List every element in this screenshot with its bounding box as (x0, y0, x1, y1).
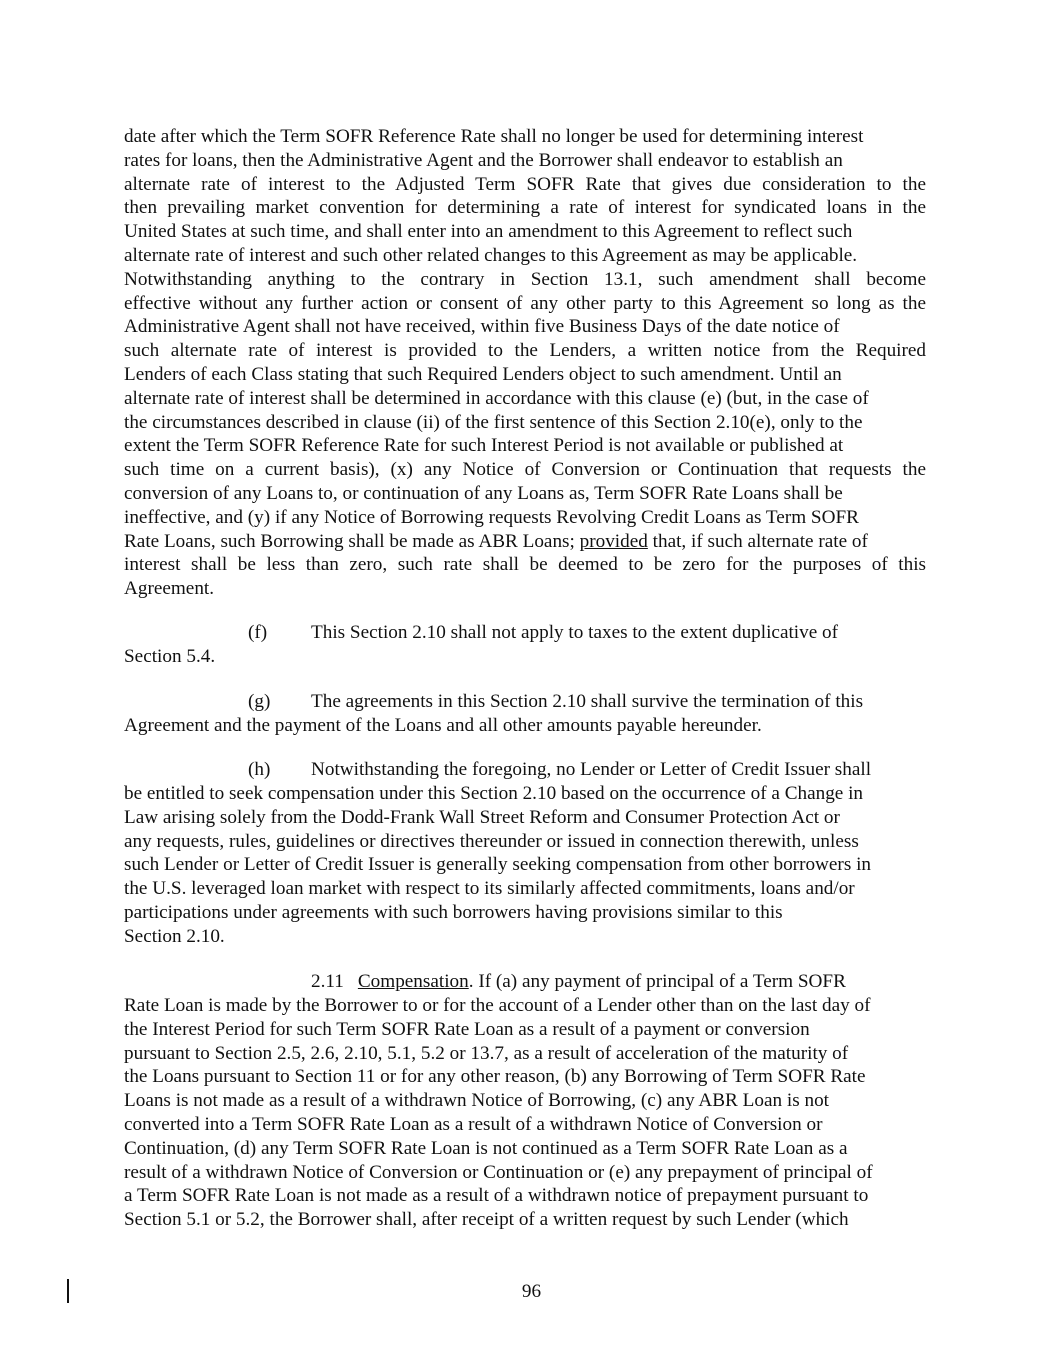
paragraph-e-line: then prevailing market convention for determining a rate of interest for syndicated loans in the (124, 197, 926, 219)
clause-h-line: Section 2.10. (124, 925, 225, 947)
section-2-11-line: a Term SOFR Rate Loan is not made as a result of a withdrawn notice of prepayment pursuant to (124, 1185, 869, 1207)
text-segment: that, if such alternate rate of (647, 530, 868, 552)
paragraph-e-line: United States at such time, and shall enter into an amendment to this Agreement to reflect such (124, 221, 853, 243)
clause-f-line: Section 5.4. (124, 646, 216, 667)
paragraph-e-line (124, 530, 926, 554)
paragraph-e-line: Administrative Agent shall not have received, within five Business Days of the date notice of (124, 316, 840, 338)
clause-h-line: such Lender or Letter of Credit Issuer is generally seeking compensation from other borrowers in (124, 854, 872, 876)
clause-f-label: (f) (248, 622, 268, 643)
clause-h-line: the U.S. leveraged loan market with respect to its similarly affected commitments, loans and/or (124, 878, 855, 900)
paragraph-e-line: alternate rate of interest to the Adjusted Term SOFR Rate that gives due consideration to the (124, 173, 926, 195)
clause-h-line: Law arising solely from the Dodd-Frank Wall Street Reform and Consumer Protection Act or (124, 806, 840, 828)
section-2-11-line: Section 5.1 or 5.2, the Borrower shall, after receipt of a written request by such Lender (which (124, 1209, 849, 1231)
section-2-11-line: Loans is not made as a result of a withdrawn Notice of Borrowing, (c) any ABR Loan is not (124, 1090, 829, 1112)
emphasis-text: provided (579, 530, 648, 552)
change-bar (67, 1279, 69, 1303)
paragraph-e-line: interest shall be less than zero, such rate shall be deemed to be zero for the purposes of this (124, 554, 926, 576)
paragraph-e-line: conversion of any Loans to, or continuation of any Loans as, Term SOFR Rate Loans shall be (124, 483, 843, 504)
clause-f-first-line: This Section 2.10 shall not apply to taxes to the extent duplicative of (311, 622, 839, 643)
clause-h-first-line: Notwithstanding the foregoing, no Lender or Letter of Credit Issuer shall (311, 759, 872, 780)
text-segment: Rate Loans, such Borrowing shall be made as ABR Loans; (124, 530, 580, 552)
paragraph-e-line: such time on a current basis), (x) any Notice of Conversion or Continuation that requests the (124, 459, 926, 481)
paragraph-e-line: alternate rate of interest and such other related changes to this Agreement as may be applicable. (124, 245, 858, 266)
section-2-11-line: the Interest Period for such Term SOFR Rate Loan as a result of a payment or conversion (124, 1018, 810, 1040)
section-2-11-line: the Loans pursuant to Section 11 or for any other reason, (b) any Borrowing of Term SOFR Rate (124, 1066, 866, 1088)
paragraph-e-line: alternate rate of interest shall be determined in accordance with this clause (e) (but, in the case of (124, 387, 869, 409)
paragraph-e-line: effective without any further action or consent of any other party to this Agreement so long as the (124, 292, 926, 314)
clause-h-label: (h) (248, 759, 271, 780)
section-heading-text: . If (a) any payment of principal of a Term SOFR (468, 971, 846, 992)
section-2-11-heading (311, 970, 846, 994)
section-title: Compensation (357, 971, 469, 992)
page-number: 96 (521, 1281, 542, 1302)
clause-h-line: any requests, rules, guidelines or directives thereunder or issued in connection therewith, unless (124, 830, 859, 852)
clause-h-line: participations under agreements with such borrowers having provisions similar to this (124, 902, 783, 923)
paragraph-e-line: ineffective, and (y) if any Notice of Borrowing requests Revolving Credit Loans as Term SOFR (124, 506, 859, 528)
paragraph-e-line: rates for loans, then the Administrative Agent and the Borrower shall endeavor to establish an (124, 149, 843, 171)
paragraph-e-line: extent the Term SOFR Reference Rate for such Interest Period is not available or published at (124, 435, 844, 457)
clause-g-label: (g) (248, 691, 271, 712)
section-2-11-line: Rate Loan is made by the Borrower to or for the account of a Lender other than on the last day of (124, 995, 871, 1016)
paragraph-e-line: date after which the Term SOFR Reference Rate shall no longer be used for determining interest (124, 126, 864, 147)
section-2-11-line: pursuant to Section 2.5, 2.6, 2.10, 5.1, 5.2 or 13.7, as a result of acceleration of the maturity of (124, 1042, 849, 1064)
paragraph-e-line: the circumstances described in clause (ii) of the first sentence of this Section 2.10(e), only to the (124, 411, 863, 433)
paragraph-e-line: Lenders of each Class stating that such Required Lenders object to such amendment. Until an (124, 364, 842, 385)
paragraph-e-line: such alternate rate of interest is provided to the Lenders, a written notice from the Required (124, 340, 926, 362)
section-2-11-line: Continuation, (d) any Term SOFR Rate Loan is not continued as a Term SOFR Rate Loan as a (124, 1137, 848, 1159)
section-2-11-line: result of a withdrawn Notice of Conversion or Continuation or (e) any prepayment of principal of (124, 1161, 873, 1183)
clause-h-line: be entitled to seek compensation under this Section 2.10 based on the occurrence of a Change in (124, 783, 864, 804)
clause-g-first-line: The agreements in this Section 2.10 shall survive the termination of this (311, 691, 864, 712)
section-number: 2.11 (311, 971, 344, 992)
section-2-11-line: converted into a Term SOFR Rate Loan as a result of a withdrawn Notice of Conversion or (124, 1114, 823, 1135)
paragraph-e-line: Notwithstanding anything to the contrary in Section 13.1, such amendment shall become (124, 268, 926, 290)
clause-g-line: Agreement and the payment of the Loans and all other amounts payable hereunder. (124, 715, 762, 736)
paragraph-e-line: Agreement. (124, 578, 215, 600)
